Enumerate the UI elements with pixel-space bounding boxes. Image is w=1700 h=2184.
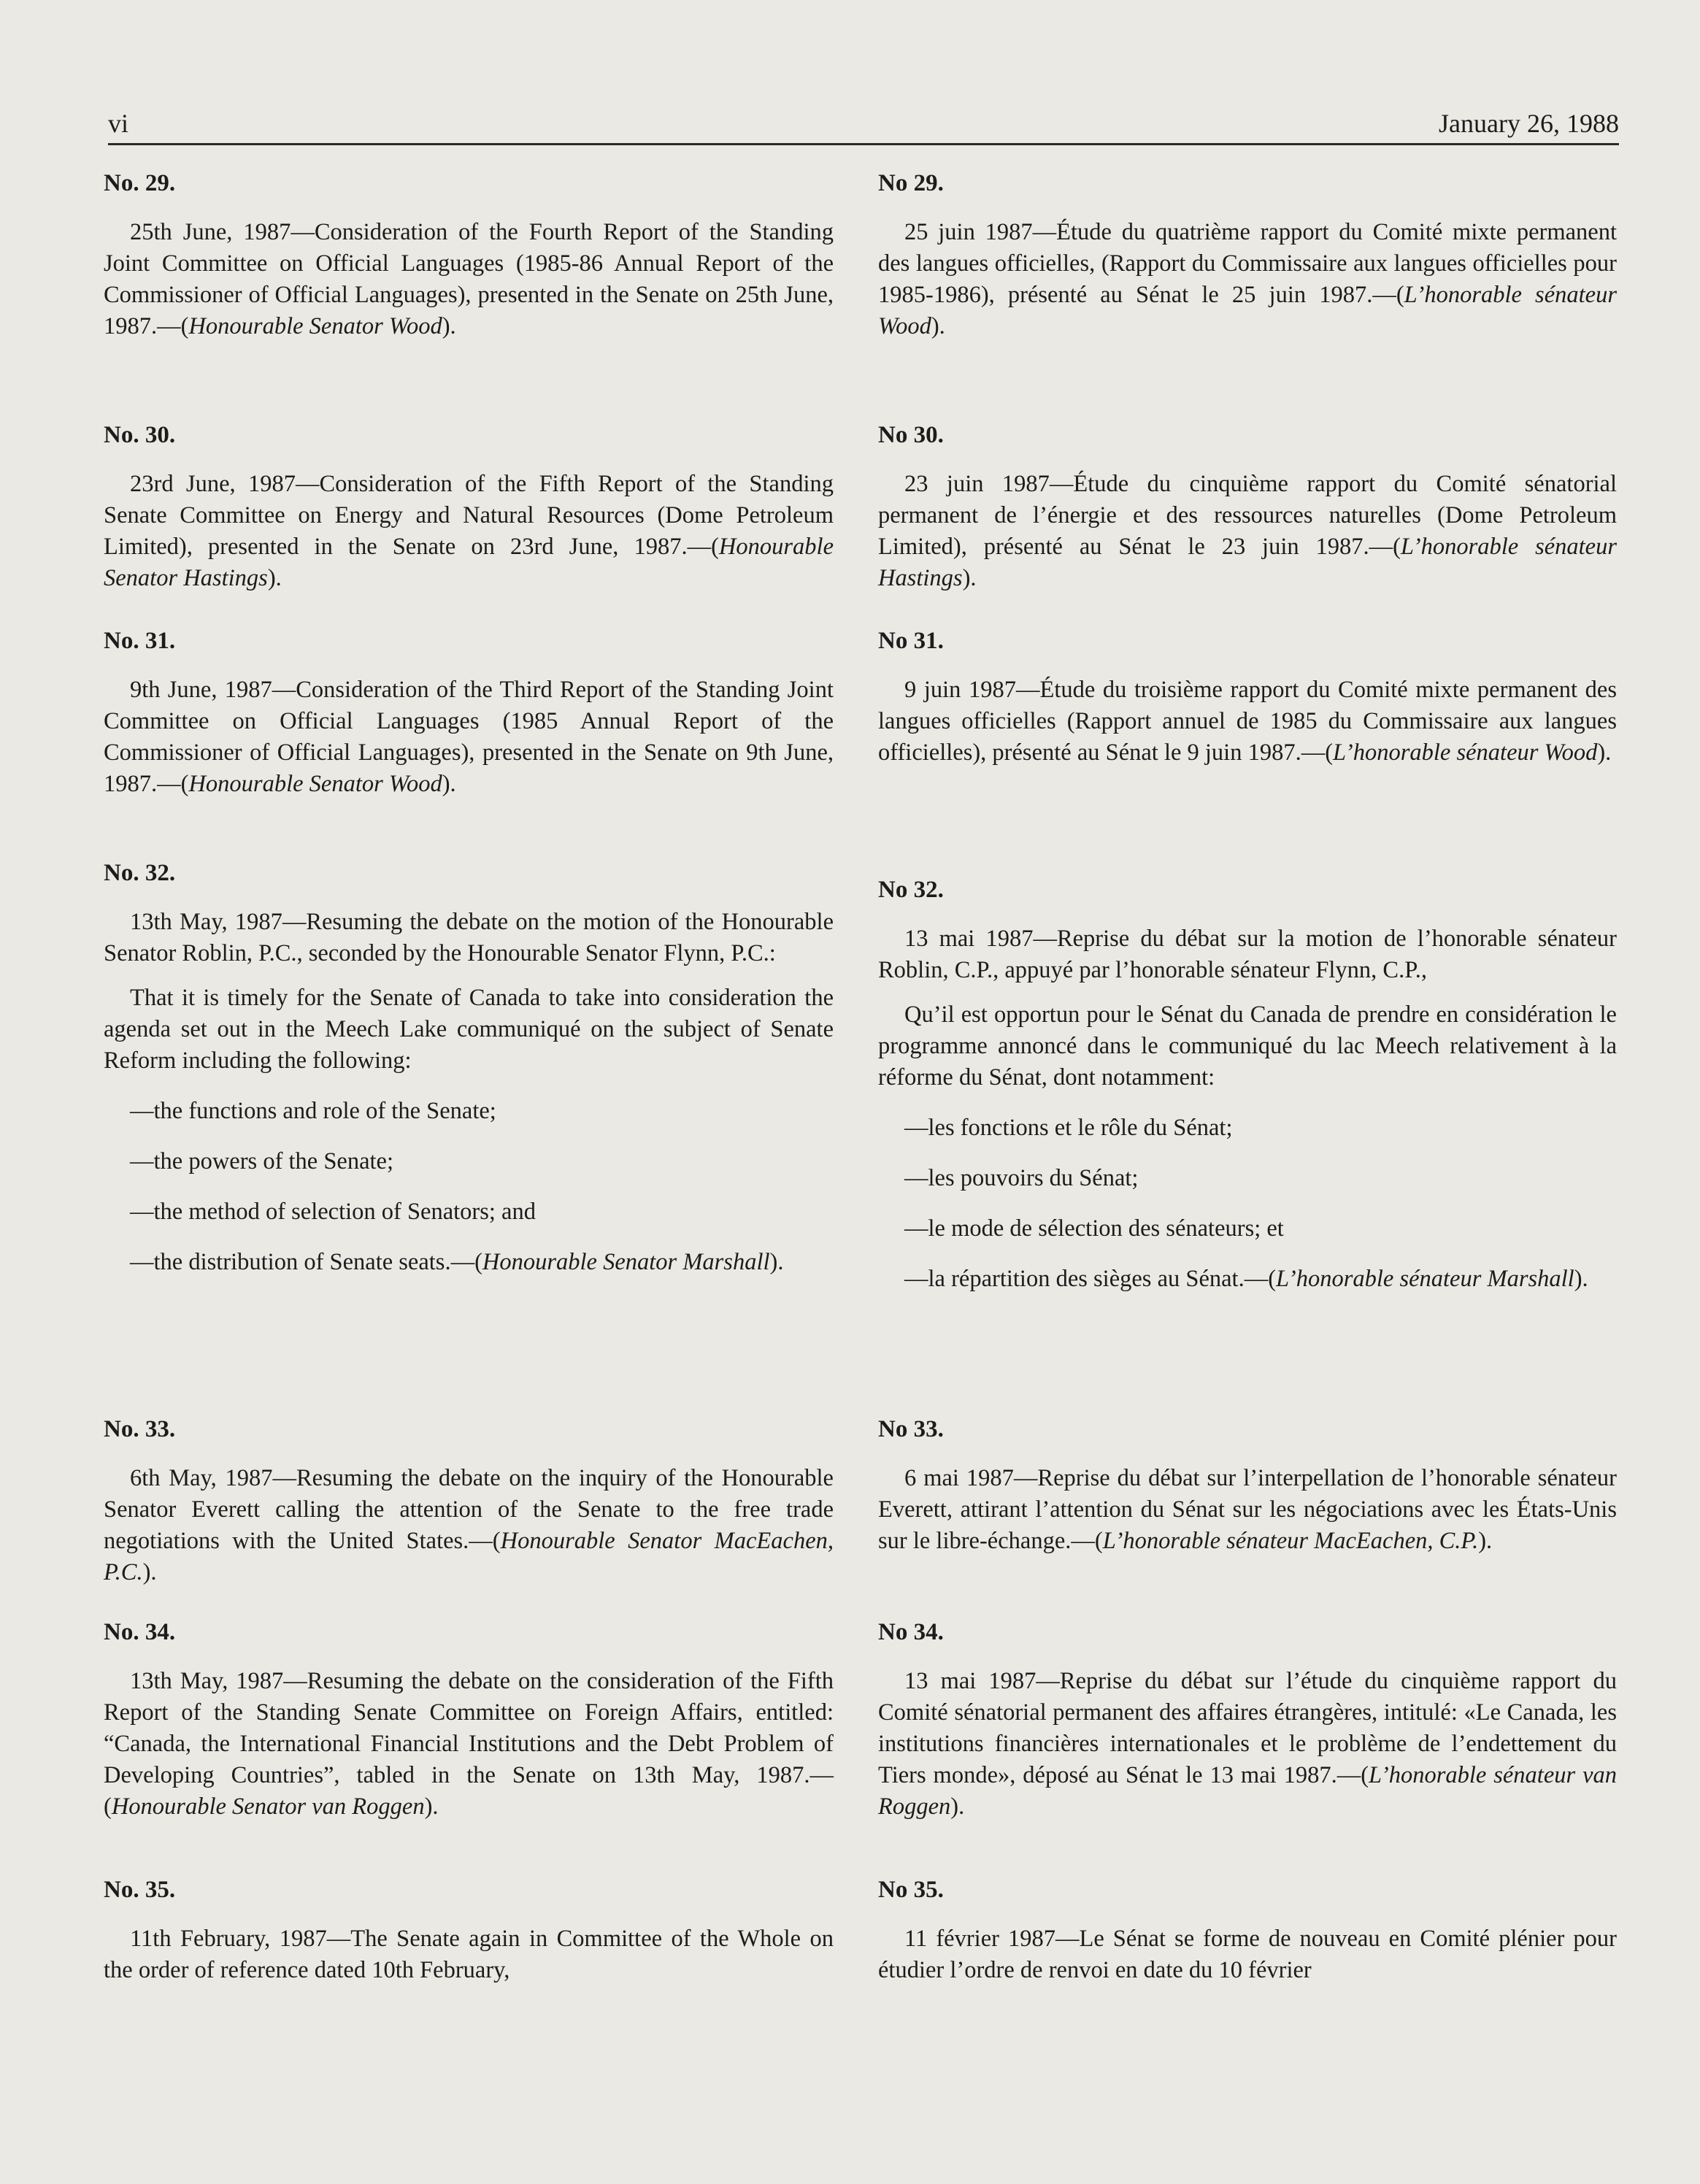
- order-sponsor: L’honorable sénateur Wood: [1333, 739, 1598, 766]
- order-description: 13 mai 1987—Reprise du débat sur l’étude du cinquième rapport du Comité sénatorial permanent des affaires étrangères, intitulé: «Le Canada, les institutions financières internationales et le problème de l’endettement du Tiers monde», déposé au Sénat le 13 mai 1987.—(: [878, 1668, 1617, 1788]
- order-sponsor: L’honorable sénateur Wood: [878, 282, 1617, 339]
- order-description: 11 février 1987—Le Sénat se forme de nouveau en Comité plénier pour étudier l’ordre de renvoi en date du 10 février: [878, 1926, 1617, 1983]
- order-text: [104, 469, 834, 594]
- order-closing: ).: [424, 1793, 439, 1820]
- order-text: [104, 1463, 834, 1588]
- order-description: 23 juin 1987—Étude du cinquième rapport du Comité sénatorial permanent de l’énergie et des ressources naturelles (Dome Petroleum Limited), présenté au Sénat le 23 juin 1987.—(: [878, 471, 1617, 560]
- order-description: 6 mai 1987—Reprise du débat sur l’interpellation de l’honorable sénateur Everett, attirant l’attention du Sénat sur les négociations avec les États-Unis sur le libre-échange.—(: [878, 1465, 1617, 1554]
- order-text: [878, 1463, 1617, 1557]
- motion-item-text: —le mode de sélection des sénateurs; et: [904, 1215, 1284, 1242]
- order-text: [104, 1666, 834, 1823]
- order-closing: ).: [769, 1249, 784, 1275]
- order-sponsor: Honourable Senator Wood: [188, 771, 442, 797]
- english-order-item: [104, 858, 834, 1278]
- order-number: No. 33.: [104, 1416, 176, 1442]
- motion-list-item: [104, 1146, 834, 1177]
- order-sponsor: Honourable Senator Marshall: [482, 1249, 770, 1275]
- order-sponsor: Honourable Senator MacEachen, P.C.: [104, 1528, 834, 1585]
- order-text: [878, 674, 1617, 769]
- order-number: No. 32.: [104, 860, 176, 886]
- order-number: No 32.: [878, 877, 944, 903]
- english-order-item: [104, 1875, 834, 1986]
- order-description: 25th June, 1987—Consideration of the Fourth Report of the Standing Joint Committee on Official Languages (1985-86 Annual Report of the Commissioner of Official Languages), presented in the Senate on 25th June, 1987.—(: [104, 219, 834, 339]
- motion-item-text: —la répartition des sièges au Sénat.—(: [904, 1266, 1277, 1292]
- motion-item-text: —the powers of the Senate;: [130, 1148, 394, 1174]
- french-order-item: [878, 168, 1617, 342]
- page-folio: vi: [108, 109, 129, 138]
- motion-text: Qu’il est opportun pour le Sénat du Canada de prendre en considération le programme annoncé dans le communiqué du lac Meech relativement à la réforme du Sénat, dont notamment:: [878, 1001, 1617, 1091]
- french-order-item: [878, 1414, 1617, 1557]
- order-description: 11th February, 1987—The Senate again in Committee of the Whole on the order of reference dated 10th February,: [104, 1926, 834, 1983]
- english-order-item: [104, 420, 834, 594]
- motion-item-text: —les pouvoirs du Sénat;: [904, 1165, 1139, 1191]
- order-text: [878, 1666, 1617, 1823]
- order-text: [878, 469, 1617, 594]
- order-description: 13th May, 1987—Resuming the debate on the motion of the Honourable Senator Roblin, P.C., seconded by the Honourable Senator Flynn, P.C.:: [104, 909, 834, 966]
- motion-list-item: [878, 1163, 1617, 1194]
- motion-list-item: [878, 1213, 1617, 1245]
- order-number: No. 35.: [104, 1877, 176, 1903]
- order-closing: ).: [267, 565, 282, 591]
- order-closing: ).: [950, 1793, 965, 1820]
- french-order-item: [878, 420, 1617, 594]
- order-closing: ).: [1478, 1528, 1493, 1554]
- page-header: [108, 102, 1619, 145]
- order-number: No 29.: [878, 170, 944, 196]
- order-text: [878, 923, 1617, 986]
- order-number: No 35.: [878, 1877, 944, 1903]
- order-text: [878, 1923, 1617, 1986]
- french-order-item: [878, 874, 1617, 1295]
- order-text: [104, 1923, 834, 1986]
- english-order-item: [104, 1414, 834, 1588]
- order-text: [104, 217, 834, 342]
- motion-text: That it is timely for the Senate of Canada to take into consideration the agenda set out in the Meech Lake communiqué on the subject of Senate Reform including the following:: [104, 985, 834, 1074]
- motion-item-text: —the distribution of Senate seats.—(: [130, 1249, 482, 1275]
- english-order-item: [104, 626, 834, 800]
- order-sponsor: L’honorable sénateur Marshall: [1276, 1266, 1574, 1292]
- french-order-item: [878, 626, 1617, 769]
- motion-list-item: [104, 1196, 834, 1228]
- order-sponsor: Honourable Senator Hastings: [104, 534, 834, 591]
- order-number: No 30.: [878, 422, 944, 448]
- motion-list-item: [104, 1247, 834, 1278]
- order-closing: ).: [142, 1559, 157, 1585]
- order-closing: ).: [442, 313, 456, 339]
- order-number: No 33.: [878, 1416, 944, 1442]
- order-description: 9th June, 1987—Consideration of the Third Report of the Standing Joint Committee on Official Languages (1985 Annual Report of the Commissioner of Official Languages), presented in the Senate on 9th June, 1987.—(: [104, 677, 834, 797]
- motion-list-item: [104, 1096, 834, 1127]
- order-number: No 34.: [878, 1619, 944, 1645]
- motion-item-text: —the functions and role of the Senate;: [130, 1098, 496, 1124]
- motion-list-item: [878, 1112, 1617, 1144]
- order-closing: ).: [931, 313, 945, 339]
- order-description: 13 mai 1987—Reprise du débat sur la motion de l’honorable sénateur Roblin, C.P., appuyé par l’honorable sénateur Flynn, C.P.,: [878, 926, 1617, 983]
- english-order-item: [104, 168, 834, 342]
- motion-item-text: —les fonctions et le rôle du Sénat;: [904, 1115, 1233, 1141]
- order-description: 25 juin 1987—Étude du quatrième rapport du Comité mixte permanent des langues officielles, (Rapport du Commissaire aux langues officielles pour 1985-1986), présenté au Sénat le 25 juin 1987.—(: [878, 219, 1617, 308]
- order-text: [878, 217, 1617, 342]
- order-number: No 31.: [878, 628, 944, 654]
- order-description: 6th May, 1987—Resuming the debate on the inquiry of the Honourable Senator Everett calling the attention of the Senate to the free trade negotiations with the United States.—(: [104, 1465, 834, 1554]
- order-text: [104, 907, 834, 969]
- order-closing: ).: [962, 565, 977, 591]
- order-number: No. 31.: [104, 628, 176, 654]
- motion-item-text: —the method of selection of Senators; and: [130, 1199, 536, 1225]
- order-number: No. 29.: [104, 170, 176, 196]
- english-order-item: [104, 1617, 834, 1823]
- french-order-item: [878, 1875, 1617, 1986]
- order-number: No. 34.: [104, 1619, 176, 1645]
- order-description: 9 juin 1987—Étude du troisième rapport du Comité mixte permanent des langues officielles (Rapport annuel de 1985 du Commissaire aux langues officielles), présenté au Sénat le 9 juin 1987.—(: [878, 677, 1617, 766]
- order-sponsor: Honourable Senator Wood: [188, 313, 442, 339]
- order-sponsor: Honourable Senator van Roggen: [111, 1793, 425, 1820]
- motion-list-item: [878, 1264, 1617, 1295]
- order-description: 13th May, 1987—Resuming the debate on the consideration of the Fifth Report of the Standing Senate Committee on Foreign Affairs, entitled: “Canada, the International Financial Institutions and the Debt Problem of Developing Countries”, tabled in the Senate on 13th May, 1987.—(: [104, 1668, 834, 1820]
- order-sponsor: L’honorable sénateur MacEachen, C.P.: [1102, 1528, 1479, 1554]
- page-date: January 26, 1988: [1439, 109, 1619, 138]
- order-closing: ).: [1574, 1266, 1588, 1292]
- order-description: 23rd June, 1987—Consideration of the Fifth Report of the Standing Senate Committee on Energy and Natural Resources (Dome Petroleum Limited), presented in the Senate on 23rd June, 1987.—(: [104, 471, 834, 560]
- order-number: No. 30.: [104, 422, 176, 448]
- order-text: [104, 674, 834, 800]
- order-sponsor: L’honorable sénateur Hastings: [878, 534, 1617, 591]
- french-order-item: [878, 1617, 1617, 1823]
- order-closing: ).: [1597, 739, 1612, 766]
- order-closing: ).: [442, 771, 456, 797]
- order-sponsor: L’honorable sénateur van Roggen: [878, 1762, 1617, 1820]
